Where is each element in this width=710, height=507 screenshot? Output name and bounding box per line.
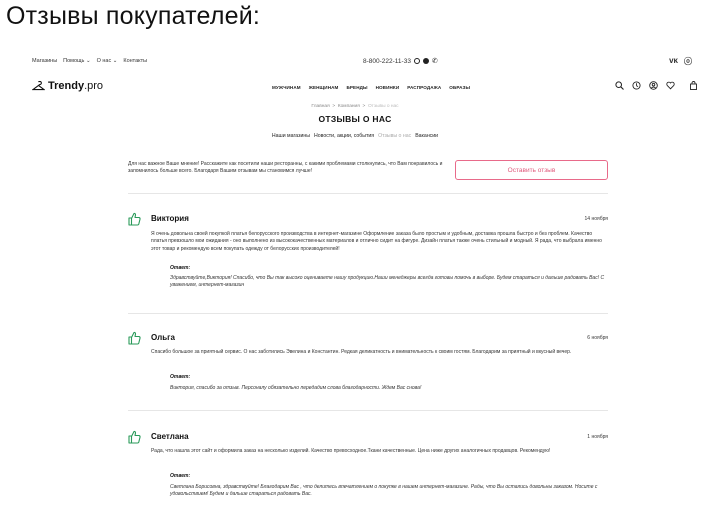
breadcrumb-separator: >: [361, 104, 367, 109]
topbar-link-about[interactable]: О нас ⌄: [96, 58, 118, 64]
nav-item-brands[interactable]: БРЕНДЫ: [346, 85, 368, 90]
breadcrumb-separator: >: [331, 104, 337, 109]
company-subnav: [0, 133, 710, 139]
answer-label: Ответ:: [170, 265, 191, 271]
review-item: [128, 430, 608, 505]
telegram-icon[interactable]: [423, 58, 429, 64]
account-icon[interactable]: [649, 81, 658, 90]
review-date: 1 ноября: [587, 434, 608, 440]
viber-icon[interactable]: ✆: [431, 58, 438, 65]
subnav-item-vacancies[interactable]: Вакансии: [415, 133, 439, 139]
divider: [128, 193, 608, 194]
thumbs-up-icon: [128, 331, 141, 345]
review-date: 14 ноября: [584, 216, 608, 222]
reviewer-name: Ольга: [151, 333, 175, 342]
answer-text: Виктория, спасибо за отзыв. Персоналу обязательно передадим слова благодарности. Ждем Вас снова!: [170, 385, 422, 391]
phone-number[interactable]: 8-800-222-11-33: [363, 57, 411, 65]
page-title: ОТЗЫВЫ О НАС: [318, 114, 392, 124]
main-header: [32, 80, 698, 96]
whatsapp-icon[interactable]: [414, 58, 420, 64]
nav-item-looks[interactable]: ОБРАЗЫ: [449, 85, 471, 90]
divider: [128, 313, 608, 314]
topbar-link-stores[interactable]: Магазины: [32, 58, 58, 64]
slide-title: Отзывы покупателей:: [6, 2, 261, 30]
subnav-item-stores[interactable]: Наши магазины: [271, 133, 310, 139]
leave-review-button[interactable]: Оставить отзыв: [455, 160, 608, 180]
top-utility-bar: [32, 56, 692, 68]
review-item: [128, 331, 608, 401]
topbar-link-help[interactable]: Помощь ⌄: [63, 58, 91, 64]
divider: [128, 410, 608, 411]
favorites-icon[interactable]: [666, 81, 675, 90]
logo[interactable]: [32, 80, 103, 92]
category-nav: [272, 85, 470, 90]
hanger-icon: [32, 81, 45, 91]
nav-item-new[interactable]: НОВИНКИ: [375, 85, 400, 90]
answer-label: Ответ:: [170, 374, 191, 380]
breadcrumb-current: Отзывы о нас: [367, 104, 399, 109]
review-text: Рада, что нашла этот сайт и оформила заказ на несколько изделий. Качество превосходное.Ткани качественные. Цена ниже других аналогичных продавцов. Рекомендую!: [151, 448, 551, 454]
review-text: Я очень довольна своей покупкой платья белорусского производства в интернет-магазине Оформление заказа было простым и удобным, доставка прошла быстро и без проблем. Качество платья превзошло мои ожидания - оно выполнено из высококачественных материалов и отлично сидит на фигуре. Дизайн платья также очень стильный и модный. Я рада, что выбрала именно этот товар и рекомендую всем покупать одежду от белорусских производителей!: [151, 231, 602, 252]
logo-suffix: .pro: [84, 80, 104, 92]
ok-icon[interactable]: ⓞ: [684, 57, 692, 66]
breadcrumb: [0, 104, 710, 109]
review-item: [128, 212, 608, 312]
topbar-link-contacts[interactable]: Контакты: [123, 58, 148, 64]
breadcrumb-company[interactable]: Компания: [337, 104, 360, 109]
answer-text: Здравствуйте,Виктория! Спасибо, что Вы так высоко оцениваете нашу продукцию.Наши менеджеры всегда готовы помочь в выборе. Будем стараться и дальше радовать Вас! С уважением, интернет-магазин: [170, 275, 605, 289]
thumbs-up-icon: [128, 212, 141, 226]
search-icon[interactable]: [615, 81, 624, 90]
review-text: Спасибо большое за приятный сервис. О нас заботились Эвелина и Константин. Редкая деликатность и внимательность к своим гостям. Благодарим за приятный и вкусный вечер.: [151, 349, 572, 355]
reviewer-name: Виктория: [151, 214, 189, 223]
compare-icon[interactable]: [632, 81, 641, 90]
reviewer-name: Светлана: [151, 432, 189, 441]
breadcrumb-home[interactable]: Главная: [311, 104, 330, 109]
cart-icon[interactable]: [689, 81, 698, 90]
logo-text: Trendy: [48, 80, 85, 92]
subnav-item-reviews[interactable]: Отзывы о нас: [378, 133, 412, 139]
thumbs-up-icon: [128, 430, 141, 444]
review-date: 6 ноября: [587, 335, 608, 341]
nav-item-women[interactable]: ЖЕНЩИНАМ: [308, 85, 339, 90]
intro-text: Для нас важное Ваше мнение! Расскажите как посетили наши ресторанны, с какими проблемами столкнулись, что Вам понравилось и запомнилось больше всего. Благодаря Вашим отзывам мы становимся лучше!: [128, 161, 443, 175]
nav-item-sale[interactable]: РАСПРОДАЖА: [407, 85, 442, 90]
nav-item-men[interactable]: МУЖЧИНАМ: [272, 85, 301, 90]
answer-label: Ответ:: [170, 473, 191, 479]
vk-icon[interactable]: ᴠᴋ: [669, 56, 678, 65]
answer-text: Светлана Борисовна, здравствуйте! Благодарим Вас , что делитесь впечатлением о покупке в нашем интернет-магазине. Рады, что Вы остались довольны заказом. Носите с удовольствием! Будем и дальше стараться радовать Вас.: [170, 484, 598, 498]
subnav-item-news[interactable]: Новости, акции, события: [313, 133, 375, 139]
